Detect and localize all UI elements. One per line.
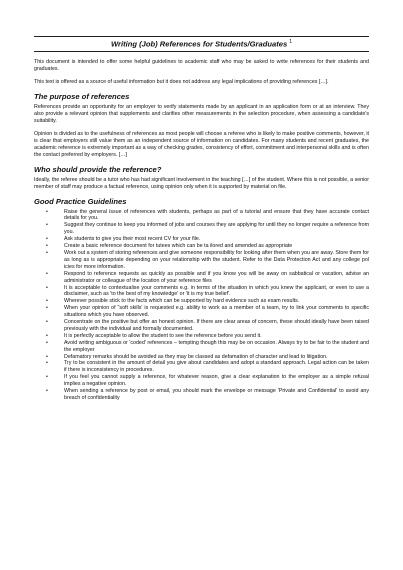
document-title-text: Writing (Job) References for Students/Graduates — [110, 39, 288, 49]
footnote-marker: 1 — [289, 39, 292, 45]
bullet-icon: • — [46, 249, 48, 256]
bullet-icon: • — [46, 339, 48, 346]
bullet-icon: • — [46, 305, 48, 312]
list-item: • It is perfectly acceptable to allow the student to see the reference before you send it. — [46, 332, 262, 339]
bullet-icon: • — [46, 208, 48, 215]
guidelines-list — [34, 209, 369, 402]
list-item: • It is acceptable to contextualise your comments e.g. in terms of the situation in which you knew the applicant, or even to use a disclaimer, such as 'to the best of my knowledge' or 'it is my true belief'. — [46, 284, 369, 298]
list-item: • Create a basic reference document for tutees which can be ta ilored and amended as appropriate — [46, 243, 293, 250]
bullet-icon: • — [46, 353, 48, 360]
bullet-icon: • — [46, 243, 48, 250]
who-paragraph: Ideally, the referee should be a tutor who has had significant involvement in the teaching […] of the student. Where this is not possible, a senior member of staff may produce a factual reference, using opinion only when it is supported by material on file. — [34, 176, 369, 190]
bullet-icon: • — [46, 388, 48, 395]
bullet-icon: • — [46, 284, 48, 291]
list-item: • Suggest they continue to keep you informed of jobs and courses they are applying for until they no longer require a reference from you. — [46, 222, 369, 236]
guidelines-heading: Good Practice Guidelines — [34, 196, 127, 206]
document-title — [34, 36, 369, 52]
list-item: • Avoid writing ambiguous or 'coded' references – tempting though this may be on occasion. Always try to be fair to the student and the employer — [46, 339, 369, 353]
list-item: • Ask students to give you their most recent CV for your file. — [46, 236, 201, 243]
intro-paragraph-1: This document is intended to offer some helpful guidelines to academic staff who may be asked to write references for their students and graduates. — [34, 58, 369, 72]
list-item: • Wherever possible stick to the facts which can be supported by hard evidence such as exam results. — [46, 298, 300, 305]
who-heading: Who should provide the reference? — [34, 164, 162, 174]
list-item: • Work out a system of storing references and give someone responsibility for looking after them when you are away. Store them for as long as is appropriate depending on your relationship with the student. Refer to the Data Protection Act and any college pol icies for more information. — [46, 249, 369, 270]
bullet-icon: • — [46, 222, 48, 229]
purpose-heading: The purpose of references — [34, 91, 130, 101]
list-item: • Try to be consistent in the amount of detail you give about candidates and adopt a standard approach. Legal action can be taken if there is inconsistency in procedures. — [46, 360, 369, 374]
intro-paragraph-2: This text is offered as a source of useful information but it does not address any legal implications of providing references […]. — [34, 78, 329, 85]
list-item: • If you feel you cannot supply a reference, for whatever reason, give a clear explanation to the employer as a simple refusal implies a negative opinion. — [46, 374, 369, 388]
bullet-icon: • — [46, 236, 48, 243]
bullet-icon: • — [46, 332, 48, 339]
bullet-icon: • — [46, 270, 48, 277]
purpose-paragraph-1: References provide an opportunity for an employer to verify statements made by an applicant in an application form or at an interview. They also provide a relevant opinion that supplements and clarifies other measurements in the selection procedure, when assessing a candidate's suitability. — [34, 103, 369, 124]
bullet-icon: • — [46, 319, 48, 326]
list-item: • Respond to reference requests as quickly as possible and if you know you will be away on sabbatical or vacation, advise an administrator or colleague of the location of your reference files — [46, 270, 369, 284]
list-item: • Defamatory remarks should be avoided as they may be classed as defamation of character and lead to litigation. — [46, 353, 328, 360]
bullet-icon: • — [46, 298, 48, 305]
list-item: • When sending a reference by post or email, you should mark the envelope or message 'Private and Confidential' to avoid any breach of confidentiality — [46, 388, 369, 401]
list-item: • Raise the general issue of references with students, perhaps as part of a tutorial and ensure that they have accurate contact details for you. — [46, 208, 369, 222]
list-item: • When your opinion of "soft skills' is requested e.g. ability to work as a member of a team, try to link your comments to specific situations which you have observed. — [46, 305, 369, 319]
list-item: • Concentrate on the positive but offer an honest opinion. If there are clear areas of concern, these should ideally have been raised previously with the individual and formally documented. — [46, 319, 369, 332]
bullet-icon: • — [46, 374, 48, 381]
purpose-paragraph-2: Opinion is divided as to the usefulness of references as most people will choose a referee who is likely to make positive comments, however, it is clear that employers still value them as an independent source of information on candidates. For many students and recent graduates, the academic reference is extremely important as a way of checking grades, consistency of effort, commitment and interpersonal skills and is often the contact preferred by employers. […] — [34, 130, 369, 158]
bullet-icon: • — [46, 360, 48, 367]
